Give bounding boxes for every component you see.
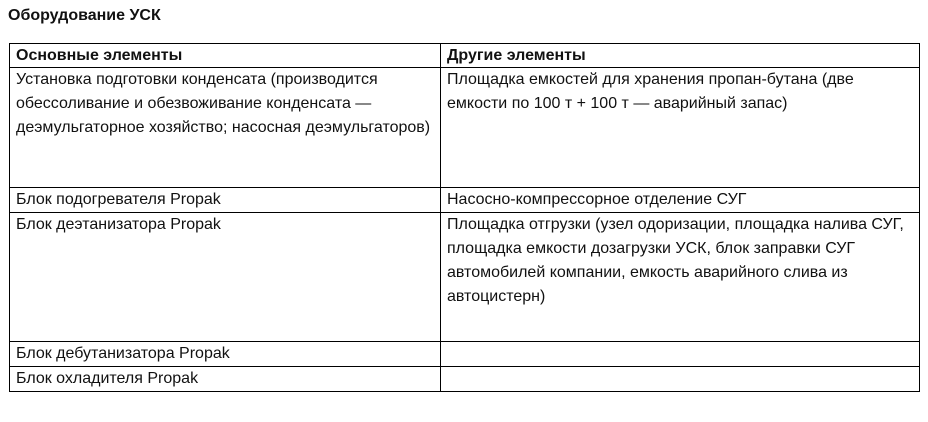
other-element-cell: Насосно-компрессорное отделение СУГ bbox=[441, 188, 920, 213]
table-row bbox=[10, 342, 920, 367]
table-row bbox=[10, 367, 920, 392]
main-element-cell: Блок деэтанизатора Propak bbox=[10, 213, 441, 342]
other-element-cell: Площадка отгрузки (узел одоризации, площадка налива СУГ, площадка емкости дозагрузки УСК, блок заправки СУГ автомобилей компании, емкость аварийного слива из автоцистерн) bbox=[441, 213, 920, 342]
table-header-row bbox=[10, 44, 920, 68]
main-element-cell: Блок дебутанизатора Propak bbox=[10, 342, 441, 367]
main-element-cell: Установка подготовки конденсата (производится обессоливание и обезвоживание конденсата — деэмульгаторное хозяйство; насосная деэмульгаторов) bbox=[10, 68, 441, 188]
table-row bbox=[10, 213, 920, 342]
other-element-cell: Площадка емкостей для хранения пропан-бутана (две емкости по 100 т + 100 т — аварийный запас) bbox=[441, 68, 920, 188]
table-row bbox=[10, 188, 920, 213]
other-element-cell bbox=[441, 367, 920, 392]
other-element-cell bbox=[441, 342, 920, 367]
document-title: Оборудование УСК bbox=[8, 7, 161, 24]
equipment-table bbox=[9, 43, 920, 392]
column-header-other-elements: Другие элементы bbox=[441, 44, 920, 68]
table-row bbox=[10, 68, 920, 188]
column-header-main-elements: Основные элементы bbox=[10, 44, 441, 68]
main-element-cell: Блок подогревателя Propak bbox=[10, 188, 441, 213]
main-element-cell: Блок охладителя Propak bbox=[10, 367, 441, 392]
